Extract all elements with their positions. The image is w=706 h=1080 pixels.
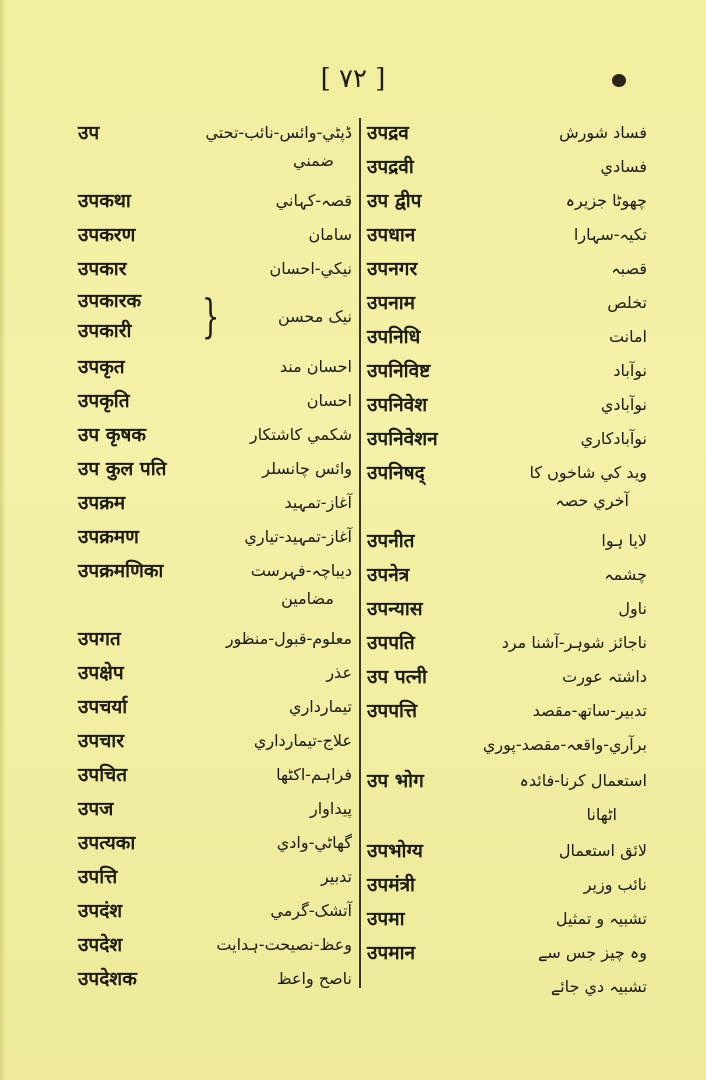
dictionary-entry [367,117,647,151]
headword: उपनीत [367,530,415,552]
translation: لايا ہوا [601,531,647,550]
headword: उपनिविष्ट [367,360,431,382]
dictionary-entry [78,827,352,861]
dictionary-entry [367,903,647,937]
dictionary-entry [367,765,647,799]
headword: उप भोग [367,770,424,792]
dictionary-entry [367,593,647,627]
translation: تدبير-ساتھ-مقصد [532,701,647,720]
translation: نوآبادکاري [580,429,647,448]
headword: उपनाम [367,292,416,314]
translation: آتشک-گرمي [270,901,352,920]
dictionary-entry [367,525,647,559]
translation: معلوم-قبول-منظور [225,629,352,648]
dictionary-entry [78,487,352,521]
ink-spot [612,74,626,87]
headword: उप [78,122,100,144]
dictionary-entry [367,937,647,971]
dictionary-entry [78,793,352,827]
headword: उपक्रमण [78,526,139,548]
translation: تشبيہ و تمثيل [555,909,647,928]
translation: قصبہ [611,259,647,278]
dictionary-entry [78,657,352,691]
dictionary-entry [78,759,352,793]
dictionary-entry [78,351,352,385]
dictionary-entry [367,835,647,869]
headword: उपकथा [78,190,131,212]
headword: उपकारी [78,320,132,342]
translation: پيداوار [309,799,352,818]
translation: وعظ-نصيحت-ہدايت [216,935,352,954]
translation: نيکي-احسان [269,259,352,278]
translation: تخلص [607,293,647,312]
headword: उप कुल पति [78,458,167,480]
translation: وائس چانسلر [262,459,352,478]
headword: उपद्रव [367,122,409,144]
headword: उपक्रम [78,492,126,514]
translation-line: آخري حصہ [555,491,629,510]
translation: استعمال کرنا-فائدہ [519,771,647,790]
translation-line: مضامين [281,589,334,608]
headword: उप कृषक [78,424,146,446]
headword: उपमा [367,908,405,930]
column-divider [359,118,361,988]
dictionary-entry [78,219,352,253]
headword: उपदंश [78,900,123,922]
translation: تکيہ-سہارا [573,225,647,244]
headword: उपभोग्य [367,840,423,862]
translation [205,119,352,175]
headword: उपनगर [367,258,418,280]
translation: علاج-تيمارداري [253,731,352,750]
dictionary-entry [367,423,647,457]
translation: ناجائز شوہر-آشنا مرد [501,633,647,652]
dictionary-entry [367,219,647,253]
dictionary-entry [367,287,647,321]
headword: उपकरण [78,224,136,246]
translation: فراہم-اکٹھا [276,765,352,784]
headword: उपक्षेप [78,662,124,684]
translation: ناصح واعظ [276,969,352,988]
translation: نوآبادي [600,395,647,414]
dictionary-entry [367,185,647,219]
translation [530,459,647,515]
translation: ناول [618,599,647,618]
translation: آغاز-تمہيد-تياري [244,527,352,546]
dictionary-entry [367,253,647,287]
dictionary-entry [367,559,647,593]
dictionary-entry [78,185,352,219]
dictionary-entry [78,861,352,895]
headword: उपकार [78,258,127,280]
headword: उपमंत्री [367,874,415,896]
translation: نائب وزير [583,875,647,894]
dictionary-entry [367,869,647,903]
dictionary-entry [78,521,352,555]
headword: उपदेश [78,934,123,956]
dictionary-entry [367,627,647,661]
headword: उपक्रमणिका [78,560,164,582]
headword: उपद्रवी [367,156,414,178]
headword: उपकारक [78,290,142,312]
headword: उपगत [78,628,121,650]
headword: उपपत्ति [367,700,418,722]
headword: उपनिधि [367,326,421,348]
headword: उपनेत्र [367,564,410,586]
dictionary-entry [78,691,352,725]
translation: تيمارداري [289,697,352,716]
headword: उपधान [367,224,416,246]
dictionary-entry [367,661,647,695]
left-column [78,117,352,997]
headword: उपचर्या [78,696,128,718]
headword: उपनिषद् [367,462,425,484]
headword: उपन्यास [367,598,423,620]
translation: فساد شورش [559,123,647,142]
right-column [367,117,647,1007]
translation: لائق استعمال [558,841,647,860]
headword: उपनिवेश [367,394,428,416]
dictionary-entry [367,695,647,729]
dictionary-entry [367,321,647,355]
translation: فسادي [600,157,647,176]
headword: उपमान [367,942,416,964]
translation: شکمي کاشتکار [249,425,352,444]
translation: چشمہ [604,565,647,584]
headword: उपदेशक [78,968,137,990]
translation: آغاز-تمہيد [284,493,352,512]
translation: سامان [308,225,352,244]
translation: گھاٹي-وادي [276,833,352,852]
translation-line: ويد کي شاخوں کا [529,463,647,482]
dictionary-entry [78,287,352,351]
translation: عذر [326,663,352,682]
translation-line: ڈپٹي-وائس-نائب-تحتي [205,123,352,142]
dictionary-entry [78,555,352,623]
translation-line: ديباچہ-فہرست [250,561,352,580]
translation: احسان [306,391,352,410]
translation: تدبير [321,867,352,886]
translation: امانت [608,327,647,346]
headword: उपत्ति [78,866,118,888]
translation: چھوٹا جزيرہ [565,191,647,210]
dictionary-entry [78,253,352,287]
dictionary-entry [78,453,352,487]
headword: उपकृत [78,356,125,378]
headword: उपपति [367,632,415,654]
dictionary-entry [367,355,647,389]
translation-continuation: برآري-واقعہ-مقصد-پوري [482,735,647,754]
translation: داشتہ عورت [562,667,647,686]
translation: قصہ-کہاني [275,191,352,210]
headword: उपचित [78,764,128,786]
dictionary-entry [78,963,352,997]
dictionary-entry [367,151,647,185]
headword: उप पत्नी [367,666,427,688]
dictionary-entry [367,389,647,423]
headword: उपनिवेशन [367,428,438,450]
dictionary-entry [78,929,352,963]
translation-continuation: اٹھانا [586,805,617,824]
translation: وہ چيز جس سے [538,943,647,962]
headword: उपकृति [78,390,130,412]
translation: احسان مند [279,357,352,376]
dictionary-entry [78,419,352,453]
dictionary-entry [78,623,352,657]
dictionary-entry [367,457,647,525]
translation-continuation: تشبيہ دي جائے [550,977,647,996]
translation-line: ضمني [293,151,334,170]
translation [251,557,352,613]
page-number: [ ۷۲ ] [320,64,386,94]
translation: نوآباد [613,361,647,380]
dictionary-entry [78,895,352,929]
dictionary-entry [78,117,352,185]
dictionary-entry [78,385,352,419]
headword: उपचार [78,730,124,752]
headword: उप द्वीप [367,190,422,212]
headword: उपत्यका [78,832,136,854]
headword: उपज [78,798,114,820]
brace: } [201,289,220,343]
dictionary-entry [78,725,352,759]
translation: نيک محسن [277,307,352,326]
